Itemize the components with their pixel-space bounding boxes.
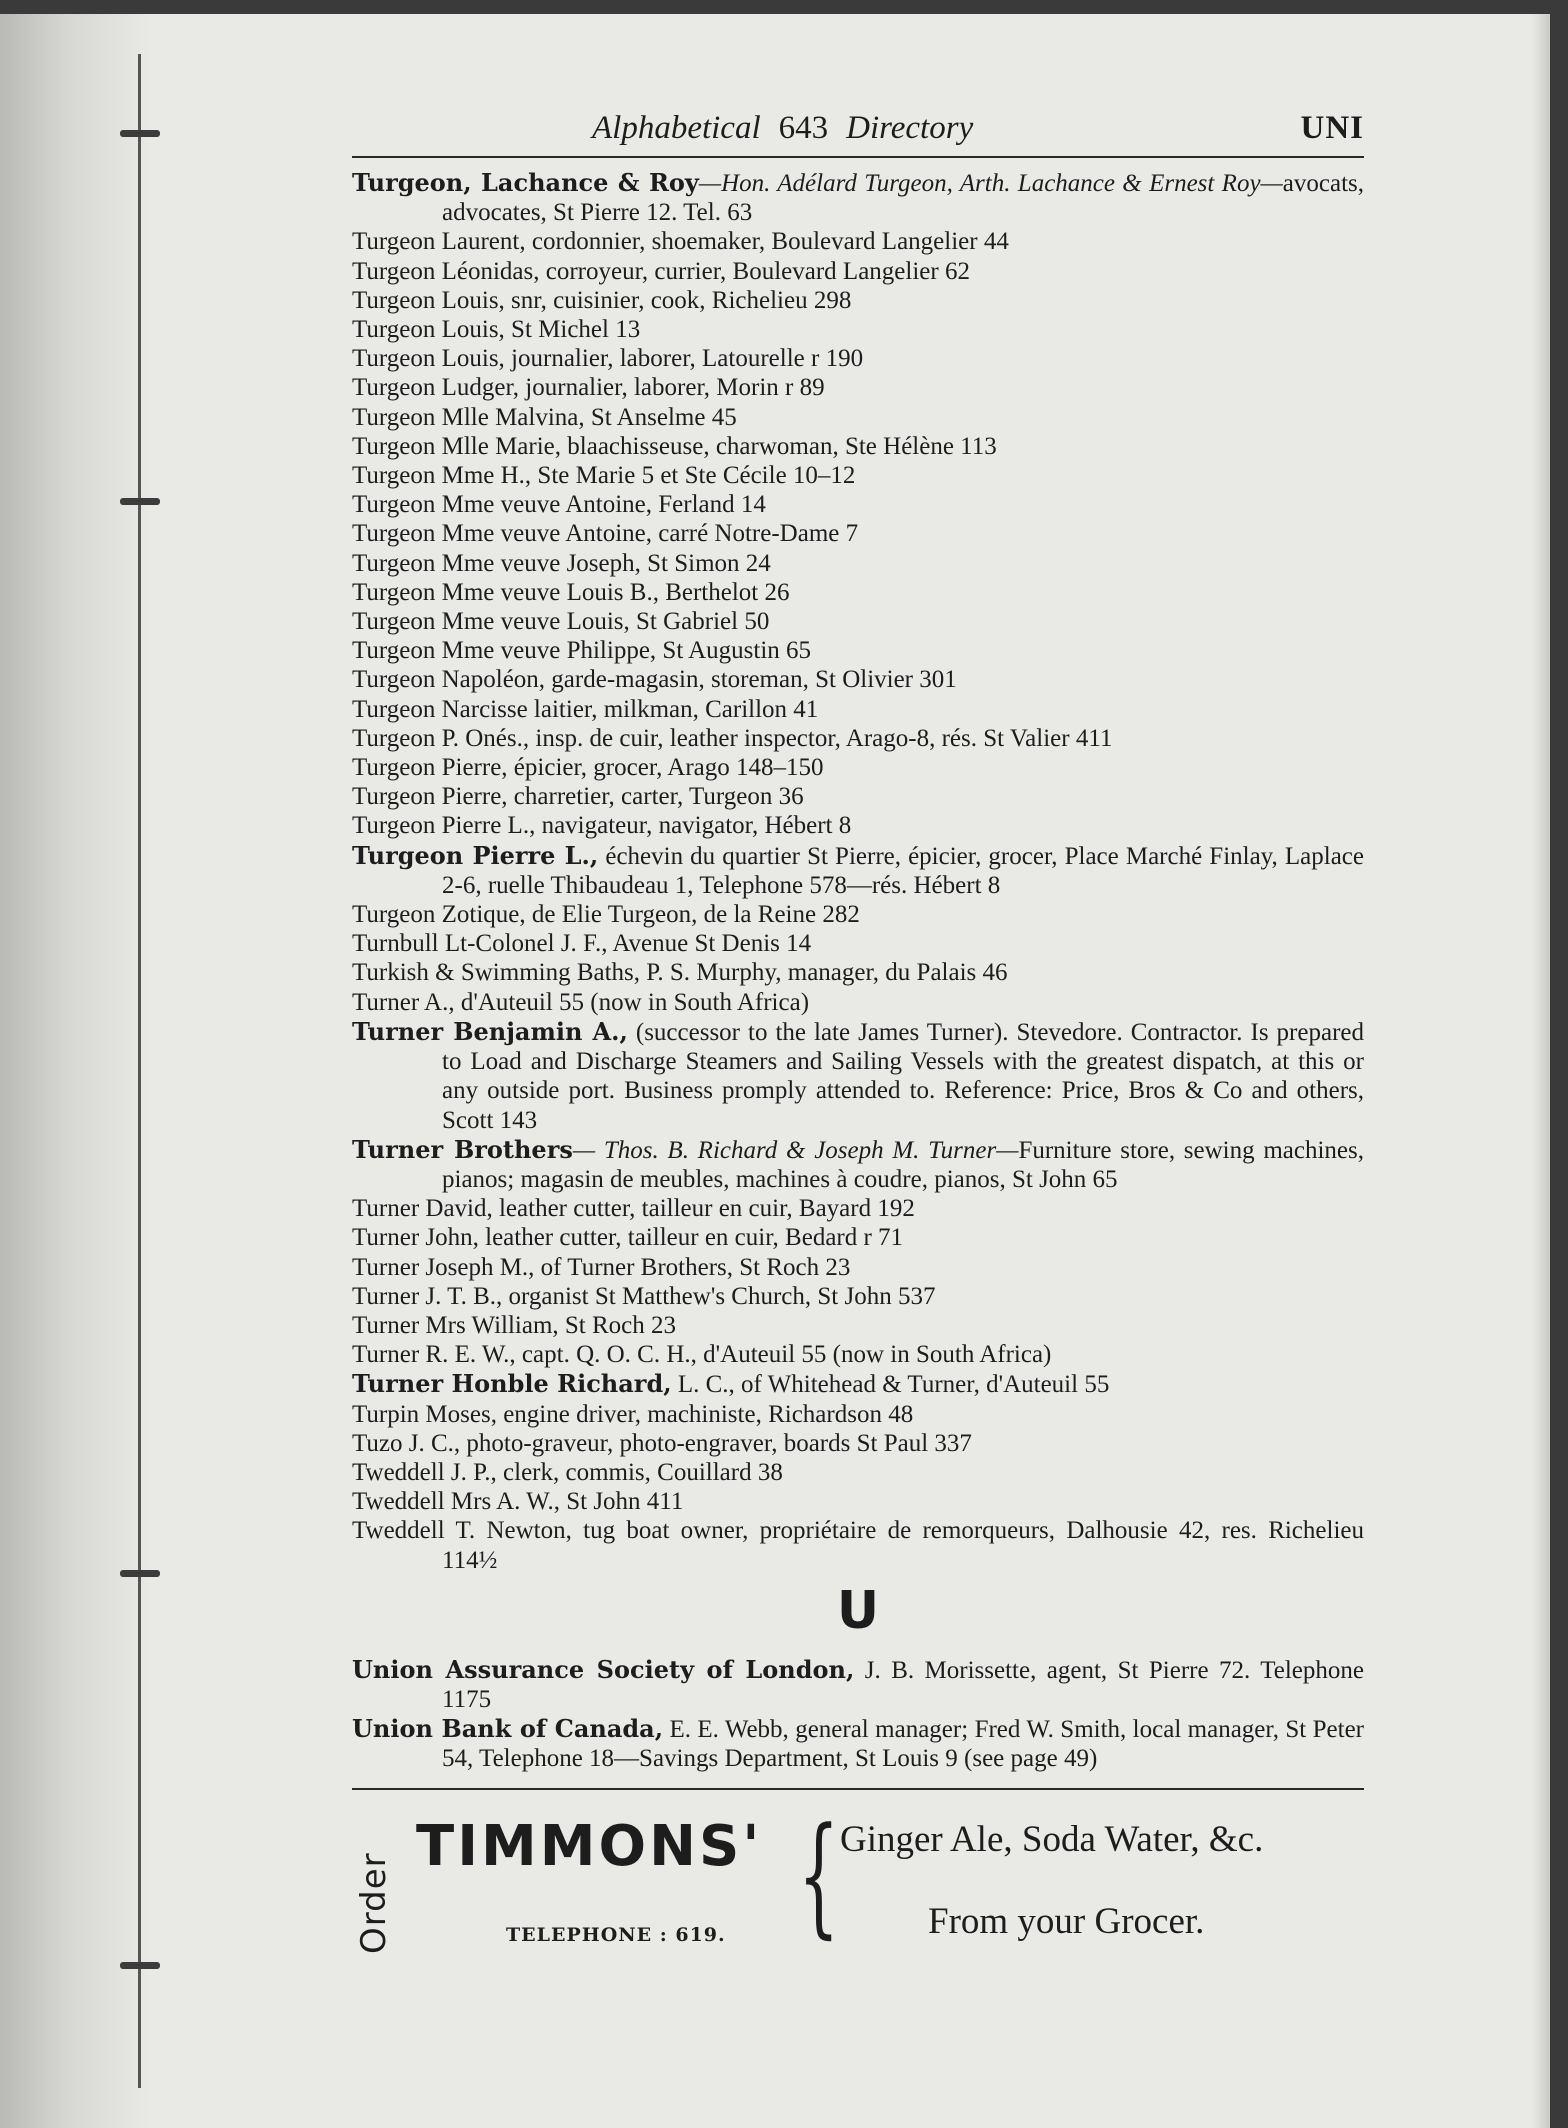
entry-text: Turgeon Pierre, charretier, carter, Turgeon 36 <box>352 783 804 811</box>
directory-entry <box>352 811 1364 840</box>
entry-name-bold: Turgeon Pierre L., <box>352 840 599 870</box>
entry-text: Turner David, leather cutter, tailleur en cuir, Bayard 192 <box>352 1195 915 1223</box>
directory-entry <box>352 665 1364 694</box>
directory-entry <box>352 1253 1364 1282</box>
entry-text: Turgeon Mme veuve Louis, St Gabriel 50 <box>352 608 770 636</box>
entry-name-bold: Turner Honble Richard, <box>352 1369 672 1399</box>
entry-text: Tweddell Mrs A. W., St John 411 <box>352 1488 684 1516</box>
entry-text: avocats, advocates, St Pierre 12. Tel. 63 <box>442 170 1364 227</box>
entry-text: Turner J. T. B., organist St Matthew's Church, St John 537 <box>352 1282 936 1310</box>
entry-text: Tuzo J. C., photo-graveur, photo-engraver, boards St Paul 337 <box>352 1429 972 1457</box>
entry-text: J. B. Morissette, agent, St Pierre 72. Telephone 1175 <box>442 1656 1365 1713</box>
running-header <box>352 98 1364 150</box>
entry-text: Turgeon Laurent, cordonnier, shoemaker, Boulevard Langelier 44 <box>352 228 1009 256</box>
directory-entry <box>352 1429 1364 1458</box>
entry-text: Turgeon Louis, St Michel 13 <box>352 316 641 344</box>
directory-entry <box>352 1194 1364 1223</box>
binding-thread <box>138 54 141 2088</box>
advert-line-1: Ginger Ale, Soda Water, &c. <box>840 1818 1264 1860</box>
directory-entry <box>352 315 1364 344</box>
directory-entry <box>352 782 1364 811</box>
directory-entry <box>352 753 1364 782</box>
directory-entry <box>352 1369 1364 1399</box>
section-code: UNI <box>1300 110 1364 146</box>
entry-name-bold: Union Bank of Canada, <box>352 1714 664 1744</box>
directory-entry <box>352 1282 1364 1311</box>
directory-entry <box>352 1017 1364 1135</box>
entry-text: Turgeon Mme veuve Antoine, Ferland 14 <box>352 491 766 519</box>
advertisement <box>352 1798 1364 1974</box>
entry-name-bold: Turner Benjamin A., <box>352 1016 628 1046</box>
entry-text: Turgeon Ludger, journalier, laborer, Morin r 89 <box>352 374 825 402</box>
entry-text: Turner R. E. W., capt. Q. O. C. H., d'Auteuil 55 (now in South Africa) <box>352 1341 1052 1369</box>
header-title-right: Directory <box>846 110 974 146</box>
directory-entry <box>352 344 1364 373</box>
directory-entries <box>352 168 1364 1575</box>
entry-name-bold: Turner Brothers <box>352 1134 573 1164</box>
entry-text: (successor to the late James Turner). Stevedore. Contractor. Is prepared to Load and Discharge Steamers and Sailing Vessels with the greatest dispatch, at this or any outside port. Business promply attended to. Reference: Price, Bros & Co and others, Scott 143 <box>442 1018 1364 1134</box>
binding-stitch <box>120 1570 160 1577</box>
directory-entry <box>352 1516 1364 1574</box>
directory-entry <box>352 549 1364 578</box>
entry-text: Turner Joseph M., of Turner Brothers, St Roch 23 <box>352 1253 851 1281</box>
advert-rule <box>352 1788 1364 1790</box>
entry-text: Turner Mrs William, St Roch 23 <box>352 1311 677 1339</box>
directory-entry <box>352 929 1364 958</box>
directory-entry <box>352 461 1364 490</box>
directory-entry <box>352 403 1364 432</box>
directory-entry <box>352 1223 1364 1252</box>
entry-text: Turgeon Mme H., Ste Marie 5 et Ste Cécile 10–12 <box>352 462 856 490</box>
directory-entry <box>352 1458 1364 1487</box>
entry-name-bold: Turgeon, Lachance & Roy <box>352 168 699 197</box>
entry-text: Turgeon Zotique, de Elie Turgeon, de la Reine 282 <box>352 901 860 929</box>
entry-text: Turnbull Lt-Colonel J. F., Avenue St Denis 14 <box>352 930 812 958</box>
directory-entry <box>352 636 1364 665</box>
directory-entry <box>352 257 1364 286</box>
entry-text: échevin du quartier St Pierre, épicier, grocer, Place Marché Finlay, Laplace 2-6, ruelle Thibaudeau 1, Telephone 578—rés. Hébert 8 <box>442 842 1365 899</box>
directory-entry <box>352 373 1364 402</box>
page-number: 643 <box>778 110 829 146</box>
directory-entry <box>352 841 1364 900</box>
directory-entry <box>352 227 1364 256</box>
binding-stitch <box>120 1962 160 1969</box>
directory-entry <box>352 695 1364 724</box>
header-rule <box>352 156 1364 158</box>
directory-entry <box>352 168 1364 227</box>
entry-text: Turgeon Louis, journalier, laborer, Latourelle r 190 <box>352 345 864 373</box>
directory-entry <box>352 1487 1364 1516</box>
entry-text: Turgeon Narcisse laitier, milkman, Carillon 41 <box>352 695 819 723</box>
entry-text: E. E. Webb, general manager; Fred W. Smith, local manager, St Peter 54, Telephone 18—Savings Department, St Louis 9 (see page 49) <box>442 1716 1364 1773</box>
directory-entry <box>352 432 1364 461</box>
u-section-entries <box>352 1655 1364 1774</box>
binding-stitch <box>120 130 160 137</box>
entry-text: Turgeon P. Onés., insp. de cuir, leather inspector, Arago-8, rés. St Valier 411 <box>352 724 1113 752</box>
directory-entry <box>352 900 1364 929</box>
directory-entry <box>352 607 1364 636</box>
advert-order: Order <box>354 1851 394 1954</box>
entry-text: Tweddell J. P., clerk, commis, Couillard 38 <box>352 1458 783 1486</box>
directory-entry <box>352 958 1364 987</box>
entry-partners-italic: — Thos. B. Richard & Joseph M. Turner— <box>572 1136 1019 1164</box>
binding-stitch <box>120 498 160 505</box>
advert-line-2: From your Grocer. <box>928 1900 1205 1942</box>
entry-text: Turpin Moses, engine driver, machiniste, Richardson 48 <box>352 1400 914 1428</box>
entry-text: Turgeon Mme veuve Philippe, St Augustin 65 <box>352 637 812 665</box>
directory-entry <box>352 988 1364 1017</box>
directory-entry <box>352 490 1364 519</box>
entry-text: Turgeon Mlle Marie, blaachisseuse, charwoman, Ste Hélène 113 <box>352 432 997 460</box>
entry-text: Turgeon Mme veuve Joseph, St Simon 24 <box>352 549 771 577</box>
entry-partners-italic: —Hon. Adélard Turgeon, Arth. Lachance & Ernest Roy— <box>698 170 1283 197</box>
entry-text: Turgeon Mme veuve Antoine, carré Notre-Dame 7 <box>352 520 859 548</box>
directory-entry <box>352 1655 1364 1714</box>
section-letter: U <box>836 1580 880 1641</box>
entry-text: L. C., of Whitehead & Turner, d'Auteuil 55 <box>671 1371 1110 1399</box>
advert-brace: { <box>798 1798 840 1951</box>
directory-entry <box>352 286 1364 315</box>
directory-entry <box>352 1714 1364 1773</box>
page-content <box>352 98 1364 1974</box>
entry-text: Turgeon Mme veuve Louis B., Berthelot 26 <box>352 578 790 606</box>
directory-entry <box>352 578 1364 607</box>
entry-text: Tweddell T. Newton, tug boat owner, propriétaire de remorqueurs, Dalhousie 42, res. Richelieu 114½ <box>352 1517 1364 1574</box>
entry-text: Turgeon Léonidas, corroyeur, currier, Boulevard Langelier 62 <box>352 257 970 285</box>
entry-text: Turgeon Louis, snr, cuisinier, cook, Richelieu 298 <box>352 286 852 314</box>
entry-text: Turgeon Pierre, épicier, grocer, Arago 148–150 <box>352 754 824 782</box>
entry-name-bold: Union Assurance Society of London, <box>352 1654 855 1684</box>
directory-entry <box>352 1400 1364 1429</box>
directory-entry <box>352 1311 1364 1340</box>
entry-text: Turgeon Napoléon, garde-magasin, storeman, St Olivier 301 <box>352 666 957 694</box>
entry-text: Turner John, leather cutter, tailleur en cuir, Bedard r 71 <box>352 1224 904 1252</box>
entry-text: Turkish & Swimming Baths, P. S. Murphy, manager, du Palais 46 <box>352 959 1008 987</box>
directory-page <box>0 14 1550 2128</box>
directory-entry <box>352 1340 1364 1369</box>
entry-text: Furniture store, sewing machines, pianos; magasin de meubles, machines à coudre, pianos, St John 65 <box>442 1136 1365 1193</box>
header-title-left: Alphabetical <box>592 110 761 146</box>
directory-entry <box>352 1135 1364 1194</box>
advert-brand: TIMMONS' <box>416 1813 763 1879</box>
header-title <box>592 110 973 147</box>
directory-entry <box>352 519 1364 548</box>
entry-text: Turgeon Pierre L., navigateur, navigator, Hébert 8 <box>352 812 852 840</box>
directory-entry <box>352 724 1364 753</box>
advert-telephone: TELEPHONE : 619. <box>506 1923 726 1946</box>
entry-text: Turgeon Mlle Malvina, St Anselme 45 <box>352 403 737 431</box>
entry-text: Turner A., d'Auteuil 55 (now in South Africa) <box>352 988 810 1016</box>
